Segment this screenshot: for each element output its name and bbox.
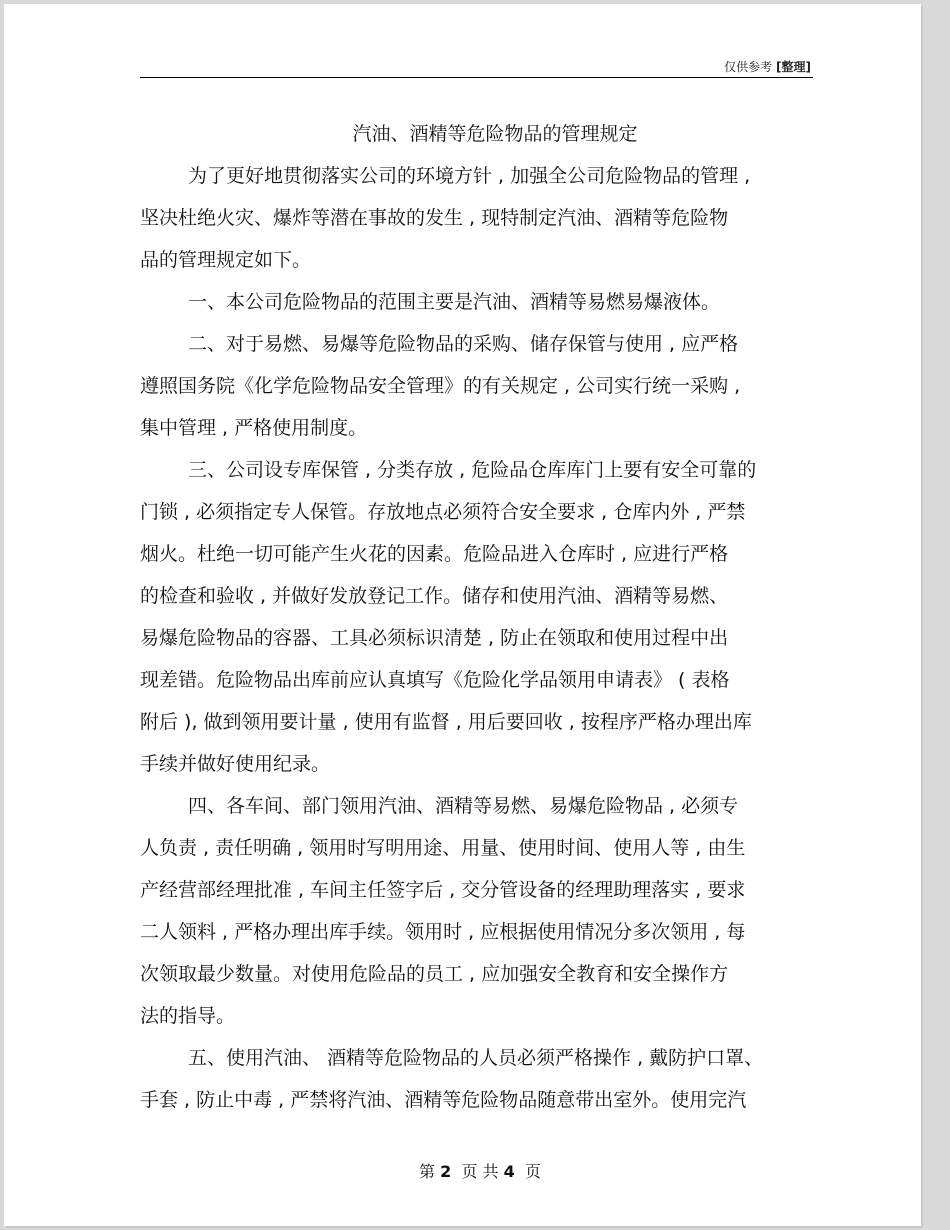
page-header-note <box>724 58 811 75</box>
body-line: 人负责 , 责任明确 , 领用时写明用途、用量、使用时间、使用人等 , 由生 <box>140 837 746 859</box>
body-line: 产经营部经理批准 , 车间主任签字后 , 交分管设备的经理助理落实 , 要求 <box>140 879 746 901</box>
body-line: 为了更好地贯彻落实公司的环境方针 , 加强全公司危险物品的管理 , <box>188 165 751 187</box>
body-line: 法的指导。 <box>140 1005 236 1027</box>
body-line: 现差错。危险物品出库前应认真填写《危险化学品领用申请表》 ( 表格 <box>140 669 730 691</box>
body-line: 易爆危险物品的容器、工具必须标识清楚 , 防止在领取和使用过程中出 <box>140 627 729 649</box>
body-line: 品的管理规定如下。 <box>140 249 312 271</box>
page-footer <box>140 1159 820 1182</box>
footer-current-page: 2 <box>440 1162 452 1181</box>
header-note-tag: [整理] <box>776 60 811 74</box>
body-line: 三、公司设专库保管 , 分类存放 , 危险品仓库库门上要有安全可靠的 <box>188 459 757 481</box>
body-line: 的检查和验收 , 并做好发放登记工作。储存和使用汽油、酒精等易燃、 <box>140 585 729 607</box>
document-page <box>4 4 921 1226</box>
body-line: 坚决杜绝火灾、爆炸等潜在事故的发生 , 现特制定汽油、酒精等危险物 <box>140 207 729 229</box>
document-body <box>140 155 840 1121</box>
body-line: 四、各车间、部门领用汽油、酒精等易燃、易爆危险物品 , 必须专 <box>188 795 739 817</box>
body-line: 二、对于易燃、易爆等危险物品的采购、储存保管与使用 , 应严格 <box>188 333 739 355</box>
body-line: 集中管理 , 严格使用制度。 <box>140 417 368 439</box>
body-line: 二人领料 , 严格办理出库手续。领用时 , 应根据使用情况分多次领用 , 每 <box>140 921 746 943</box>
footer-middle: 页 共 <box>461 1162 499 1181</box>
body-line: 附后 ), 做到领用要计量 , 使用有监督 , 用后要回收 , 按程序严格办理出库 <box>140 711 752 733</box>
footer-suffix: 页 <box>524 1162 541 1181</box>
body-line: 次领取最少数量。对使用危险品的员工 , 应加强安全教育和安全操作方 <box>140 963 729 985</box>
header-divider <box>140 77 813 78</box>
body-line: 手套 , 防止中毒 , 严禁将汽油、酒精等危险物品随意带出室外。使用完汽 <box>140 1089 747 1111</box>
body-line: 遵照国务院《化学危险物品安全管理》的有关规定 , 公司实行统一采购 , <box>140 375 741 397</box>
header-note-text: 仅供参考 <box>724 60 773 74</box>
body-line: 手续并做好使用纪录。 <box>140 753 331 775</box>
footer-total-pages: 4 <box>503 1162 515 1181</box>
document-title: 汽油、酒精等危险物品的管理规定 <box>352 123 638 145</box>
footer-prefix: 第 <box>419 1162 436 1181</box>
body-line: 一、本公司危险物品的范围主要是汽油、酒精等易燃易爆液体。 <box>188 291 721 313</box>
body-line: 烟火。杜绝一切可能产生火花的因素。危险品进入仓库时 , 应进行严格 <box>140 543 729 565</box>
body-line: 门锁 , 必须指定专人保管。存放地点必须符合安全要求 , 仓库内外 , 严禁 <box>140 501 746 523</box>
body-line: 五、使用汽油、 酒精等危险物品的人员必须严格操作 , 戴防护口罩、 <box>188 1047 764 1069</box>
